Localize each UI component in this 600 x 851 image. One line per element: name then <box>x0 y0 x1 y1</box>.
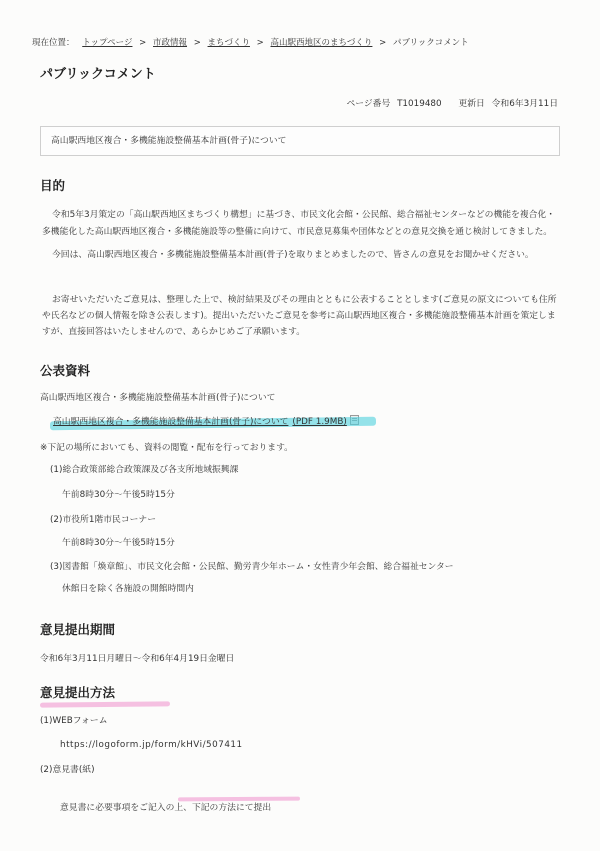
page-title: パブリックコメント <box>40 67 156 82</box>
method-label: (2)意見書(紙) <box>40 765 95 775</box>
updated-date: 令和6年3月11日 <box>491 99 558 109</box>
section-heading-materials: 公表資料 <box>40 363 91 378</box>
page-number-label: ページ番号 <box>346 99 391 109</box>
breadcrumb-link-top[interactable]: トップページ <box>82 38 133 48</box>
materials-note: ※下記の場所においても、資料の閲覧・配布を行っております。 <box>40 443 293 453</box>
purpose-paragraph: お寄せいただいたご意見は、整理した上で、検討結果及びその理由とともに公表することとします(ご意見の原文についても住所や氏名などの個人情報を除き公表します)。提出いただいたご意見を参考に高山駅西地区複合・多機能施設整備基本計画を策定しますが、直接回答はいたしませんので、あらかじめご了承願います。 <box>42 295 557 337</box>
page-info <box>342 97 558 111</box>
summary-box <box>40 126 560 156</box>
breadcrumb-link-takayama-west[interactable]: 高山駅西地区のまちづくり <box>270 38 373 48</box>
submission-period: 令和6年3月11日月曜日～令和6年4月19日金曜日 <box>40 654 235 664</box>
breadcrumb-current: パブリックコメント <box>392 38 469 48</box>
location-name: (2)市役所1階市民コーナー <box>50 515 157 525</box>
summary-box-text: 高山駅西地区複合・多機能施設整備基本計画(骨子)について <box>51 136 287 146</box>
location-hours: 午前8時30分～午後5時15分 <box>62 538 175 548</box>
pdf-link-label: 高山駅西地区複合・多機能施設整備基本計画(骨子)について <box>53 417 289 427</box>
breadcrumb-label: 現在位置： <box>32 38 75 48</box>
location-name: (3)図書館「煥章館」、市民文化会館・公民館、勤労青少年ホーム・女性青少年会館、総合福祉センター <box>50 562 454 572</box>
location-name: (1)総合政策部総合政策課及び各支所地域振興課 <box>50 465 239 475</box>
web-form-url[interactable]: https://logoform.jp/form/kHVi/507411 <box>60 740 243 750</box>
pdf-link-row <box>53 415 359 429</box>
section-heading-purpose: 目的 <box>40 178 66 193</box>
method-label: (1)WEBフォーム <box>40 716 108 726</box>
pdf-link-size: (PDF 1.9MB) <box>292 417 347 427</box>
purpose-paragraph: 今回は、高山駅西地区複合・多機能施設整備基本計画(骨子)を取りまとめましたので、皆さんの意見をお聞かせください。 <box>52 250 534 260</box>
purpose-paragraph: 令和5年3月策定の「高山駅西地区まちづくり構想」に基づき、市民文化会館・公民館、総合福祉センターなどの機能を複合化・多機能化した高山駅西地区複合・多機能施設等の整備に向けて、市民意見募集や団体などとの意見交換を通じ検討してきました。 <box>42 210 556 237</box>
breadcrumb <box>32 36 469 50</box>
method-detail: 意見書に必要事項をご記入の上、下記の方法にて提出 <box>60 803 272 813</box>
breadcrumb-separator: > <box>379 38 387 48</box>
breadcrumb-separator: > <box>139 38 147 48</box>
breadcrumb-separator: > <box>256 38 264 48</box>
breadcrumb-link-city-info[interactable]: 市政情報 <box>153 38 188 48</box>
section-heading-period: 意見提出期間 <box>40 622 116 637</box>
pdf-download-link[interactable] <box>53 417 347 427</box>
location-hours: 午前8時30分～午後5時15分 <box>62 490 175 500</box>
breadcrumb-link-urban-planning[interactable]: まちづくり <box>207 38 250 48</box>
updated-label: 更新日 <box>458 99 485 109</box>
location-hours: 休館日を除く各施設の開館時間内 <box>62 584 194 594</box>
section-heading-methods: 意見提出方法 <box>40 685 116 700</box>
highlighter-mark <box>40 701 170 707</box>
breadcrumb-separator: > <box>193 38 201 48</box>
document-title: 高山駅西地区複合・多機能施設整備基本計画(骨子)について <box>40 393 276 403</box>
page-number: T1019480 <box>397 99 442 109</box>
